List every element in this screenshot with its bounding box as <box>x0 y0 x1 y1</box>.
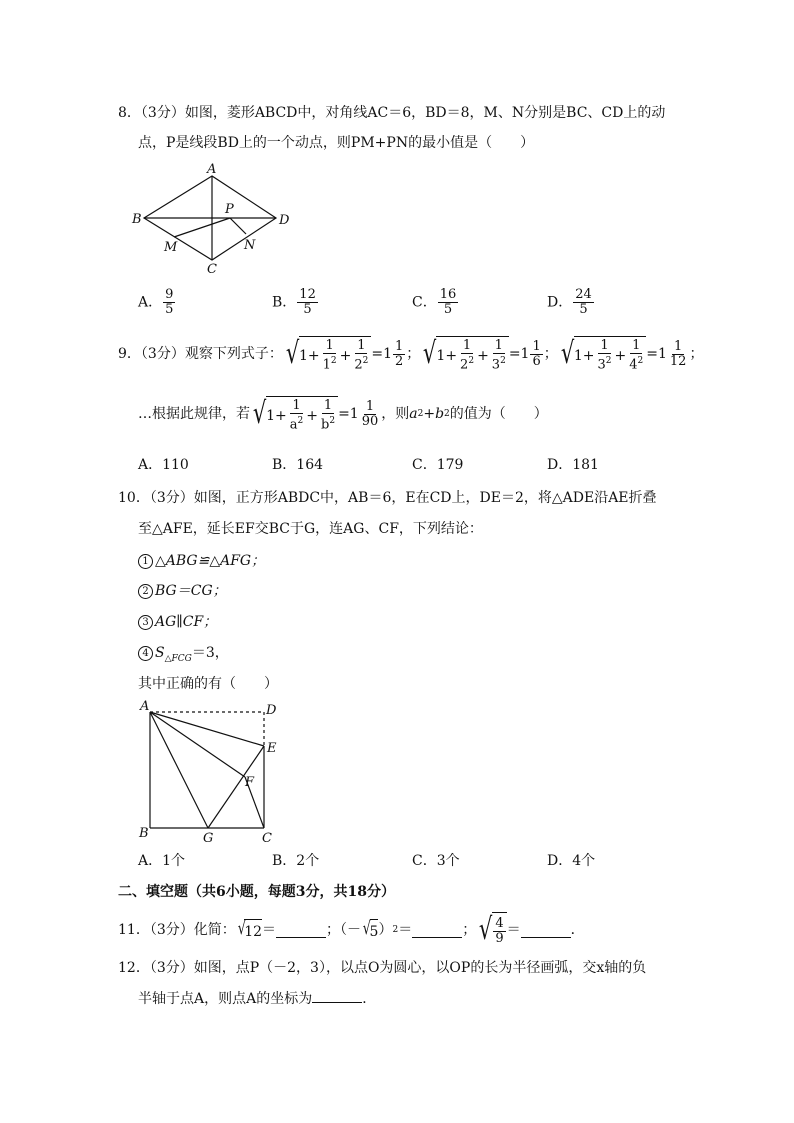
q10-item-3: 3 AG∥CF； <box>138 612 217 632</box>
label-p: P <box>225 202 234 217</box>
q9-option-c[interactable]: C．179 <box>412 457 464 473</box>
rhombus-figure <box>130 160 300 280</box>
q10-item-2: 2 BG＝CG； <box>138 581 227 601</box>
q10-option-c[interactable]: C．3个 <box>412 853 460 869</box>
label-b: B <box>139 826 149 841</box>
section-heading: 二、填空题（共6小题，每题3分，共18分） <box>118 884 395 900</box>
q12-blank[interactable] <box>312 988 362 1003</box>
q8-option-a[interactable]: A． $\frac{9}{5}$ <box>138 287 174 317</box>
q9-option-d[interactable]: D．181 <box>547 457 599 473</box>
q10-option-d[interactable]: D．4个 <box>547 853 596 869</box>
label-e: E <box>267 741 277 756</box>
q8-option-b[interactable]: B． $\frac{12}{5}$ <box>272 287 316 317</box>
q9-eq4: √ 1+ $\frac{1}{a^2}$ + $\frac{1}{b^2}$ <box>250 396 338 432</box>
label-c: C <box>262 831 272 846</box>
label-n: N <box>244 238 256 253</box>
label-d: D <box>279 213 290 228</box>
q9-eq3: √ 1+ $\frac{1}{3^2}$ + $\frac{1}{4^2}$ <box>558 336 647 372</box>
q10-line2: 至△AFE，延长EF交BC于G，连AG、CF，下列结论： <box>138 521 483 537</box>
q10-item-4: 4 $S_{\triangle FCG}=3$， <box>138 643 229 669</box>
q11-blank-3[interactable] <box>521 923 571 938</box>
q9-line2: …根据此规律，若 √ 1+ $\frac{1}{a^2}$ + $\frac{1}{b^2}$ =1 $\frac{1}{90}$ ，则 a 2 + b 2 的值为（ ） <box>138 396 548 433</box>
label-a: A <box>140 699 150 714</box>
q8-line1: 8．（3分）如图，菱形ABCD中，对角线AC＝6，BD＝8，M、N分别是BC、CD上的动 <box>118 105 666 121</box>
q11-blank-2[interactable] <box>412 923 462 938</box>
q9-option-a[interactable]: A．110 <box>138 457 189 473</box>
q10-option-a[interactable]: A．1个 <box>138 853 186 869</box>
q9-eq1: √ 1+ $\frac{1}{1^2}$ + $\frac{1}{2^2}$ <box>283 336 372 372</box>
q9-option-b[interactable]: B．164 <box>272 457 324 473</box>
label-b: B <box>132 212 142 227</box>
label-g: G <box>203 831 214 846</box>
q10-option-b[interactable]: B．2个 <box>272 853 320 869</box>
q12-line1: 12．（3分）如图，点P（－2，3），以点O为圆心，以OP的长为半径画弧，交x轴的负 <box>118 960 647 976</box>
q11-blank-1[interactable] <box>276 923 326 938</box>
q10-item-1: 1 △ABG≌△AFG； <box>138 551 265 571</box>
q9-eq2: √ 1+ $\frac{1}{2^2}$ + $\frac{1}{3^2}$ <box>420 336 509 372</box>
q9-line1: 9．（3分）观察下列式子： √ 1+ $\frac{1}{1^2}$ + $\frac{1}{2^2}$ =1 $\frac{1}{2}$ ； √ 1+ $\frac{1}{2^2}$ + $\frac{1}{3^2}$ =1 $\frac{1}{6}$ ； √ 1+ $\frac{1}{3^2}$ + $\frac{1}{4^2}$ =1 $\frac{1}{12}$ ； <box>118 336 704 373</box>
q12-line2: 半轴于点A，则点A的坐标为 ． <box>138 988 376 1009</box>
q11-line: 11．（3分）化简： √ 12 ＝ ；（－ √ 5 ） 2 ＝ ； √ $\frac{4}{9}$ ＝ ． <box>118 912 585 947</box>
q8-option-c[interactable]: C． $\frac{16}{5}$ <box>412 287 457 317</box>
label-f: F <box>245 775 255 790</box>
label-d: D <box>266 703 277 718</box>
square-fold-figure <box>134 698 284 846</box>
label-c: C <box>207 262 217 277</box>
q10-line1: 10．（3分）如图，正方形ABDC中，AB＝6，E在CD上，DE＝2，将△ADE沿AE折叠 <box>118 490 657 506</box>
q8-option-d[interactable]: D． $\frac{24}{5}$ <box>547 287 592 317</box>
q8-line2: 点，P是线段BD上的一个动点，则PM+PN的最小值是（ ） <box>138 135 535 151</box>
label-m: M <box>164 240 178 255</box>
label-a: A <box>207 162 217 177</box>
q10-question: 其中正确的有（ ） <box>138 676 278 692</box>
